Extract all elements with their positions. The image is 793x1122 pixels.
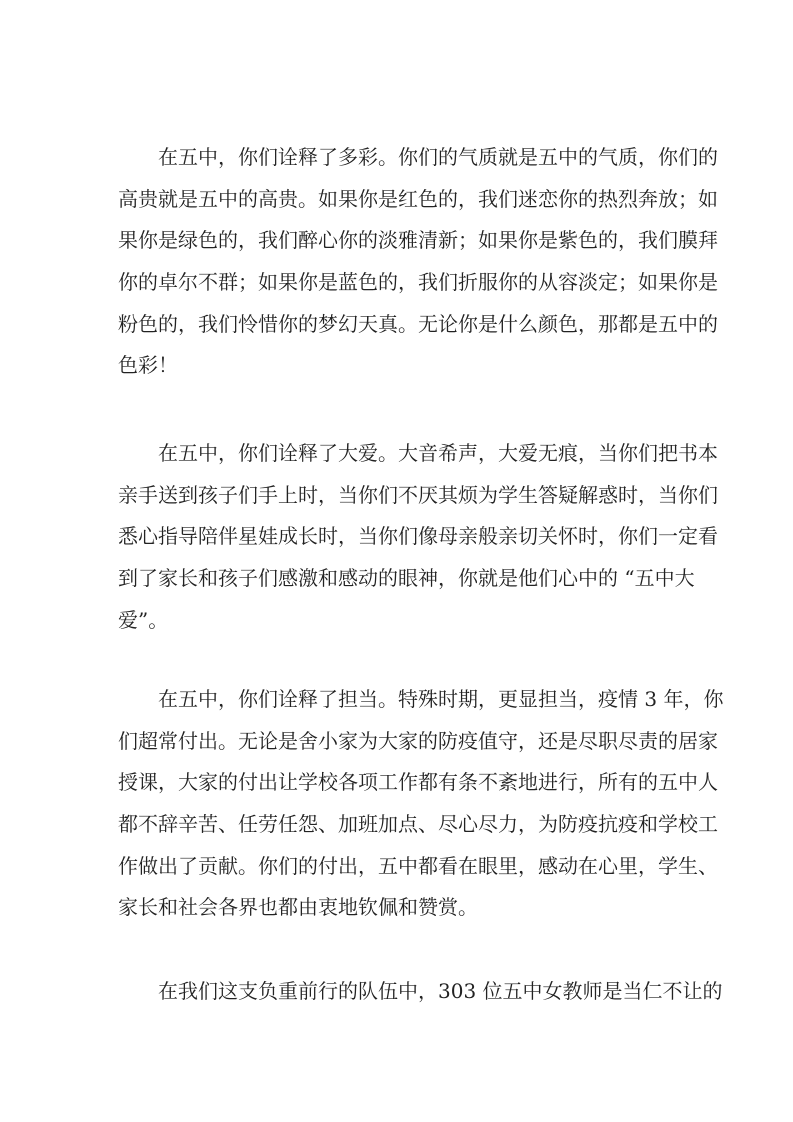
text-line: 授课，大家的付出让学校各项工作都有条不紊地进行，所有的五中人	[118, 770, 718, 795]
paragraph-colorful	[118, 137, 718, 387]
paragraph-female-teachers	[118, 971, 723, 1013]
text-line: 高贵就是五中的高贵。如果你是红色的，我们迷恋你的热烈奔放；如	[118, 186, 718, 211]
text-line: 在我们这支负重前行的队伍中，303 位五中女教师是当仁不让的	[158, 979, 723, 1003]
paragraph-great-love	[118, 433, 718, 641]
text-line: 都不辞辛苦、任劳任怨、加班加点、尽心尽力，为防疫抗疫和学校工	[118, 812, 718, 837]
text-line: 粉色的，我们怜惜你的梦幻天真。无论你是什么颜色，那都是五中的	[118, 311, 718, 336]
text-line: 作做出了贡献。你们的付出，五中都看在眼里，感动在心里，学生、	[118, 853, 718, 878]
text-line: 你的卓尔不群；如果你是蓝色的，我们折服你的从容淡定；如果你是	[118, 270, 718, 295]
text-line: 色彩！	[118, 353, 178, 378]
text-line: 到了家长和孩子们感激和感动的眼神，你就是他们心中的 “五中大	[118, 566, 695, 591]
text-line: 爱”。	[118, 607, 169, 632]
text-line: 果你是绿色的，我们醉心你的淡雅清新；如果你是紫色的，我们膜拜	[118, 228, 718, 253]
text-line: 在五中，你们诠释了多彩。你们的气质就是五中的气质，你们的	[158, 145, 718, 169]
text-line: 在五中，你们诠释了大爱。大音希声，大爱无痕，当你们把书本	[158, 441, 718, 465]
text-line: 们超常付出。无论是舍小家为大家的防疫值守，还是尽职尽责的居家	[118, 728, 718, 753]
text-line: 亲手送到孩子们手上时，当你们不厌其烦为学生答疑解惑时，当你们	[118, 482, 718, 507]
text-line: 家长和社会各界也都由衷地钦佩和赞赏。	[118, 895, 478, 920]
text-line: 悉心指导陪伴星娃成长时，当你们像母亲般亲切关怀时，你们一定看	[118, 524, 718, 549]
paragraph-responsibility	[118, 679, 724, 929]
text-line: 在五中，你们诠释了担当。特殊时期，更显担当，疫情 3 年，你	[158, 687, 724, 711]
